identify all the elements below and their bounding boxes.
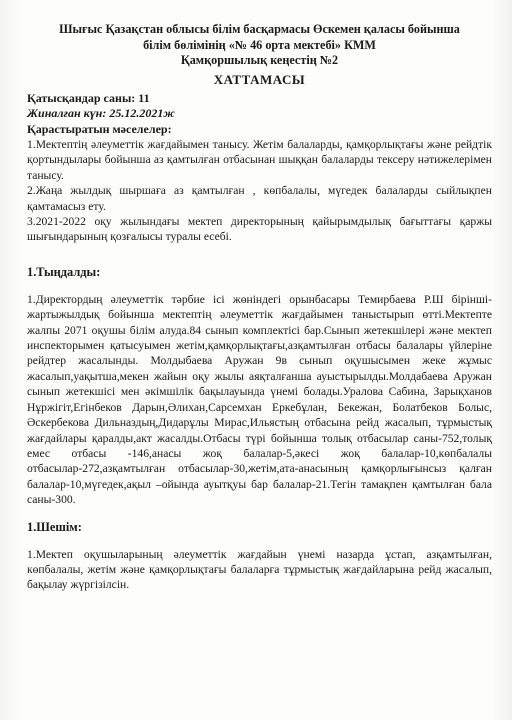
decision-text: 1.Мектеп оқушыларының әлеуметтік жағдайын үнемі назарда ұстап, азқамтылған, көпбалалы, жетім және қамқорлықтағы балаларға тұрмыстық жағдайларына рейд жасалып, бақылау жүргізілсін. [27,547,492,592]
header-line-1: Шығыс Қазақстан облысы білім басқармасы Өскемен қаласы бойынша [59,22,460,36]
spacer [27,245,492,265]
document-title: ХАТТАМАСЫ [213,71,306,87]
agenda-heading: Қарастыратын мәселелер: [27,121,172,136]
header-line-2: білім бөлімінің «№ 46 орта мектебі» КММ [143,37,376,52]
meeting-date: Жиналған күн: 25.12.2021ж [27,106,175,120]
agenda-item-2: 2.Жаңа жылдық шыршаға аз қамтылған , көпбалалы, мүгедек балаларды сыйлықпен қамтамасыз ету. [27,184,492,213]
agenda-item-1: 1.Мектептің әлеуметтік жағдайымен танысу. Жетім балаларды, қамқорлықтағы және рейдтік қортындылары бойынша аз қамтылған отбасынан шыққан балаларды тексеру нәтижелерімен танысу. [27,138,492,182]
spacer [27,280,492,292]
spacer [27,535,492,547]
header-line-3: Қамқоршылық кеңестің №2 [180,53,339,67]
participants-count: Қатысқандар саны: 11 [27,90,150,105]
listened-heading: 1.Тыңдалды: [27,264,101,279]
agenda-item-3: 3.2021-2022 оқу жылындағы мектеп директорының қайырымдылық бағыттағы қаржы шығындарының қозғалысы туралы есебі. [27,215,492,244]
spacer [27,508,492,520]
listened-text: 1.Директордың әлеуметтік тәрбие ісі жөніндегі орынбасары Темирбаева Р.Ш бірінші-жартыжылдық бойынша мектептің әлеуметтік жағдайымен таныстырып өтті.Мектепте жалпы 2071 оқушы білім алуда.84 сынып комплектісі бар.Сынып жетекшілері және мектеп инспекторымен қатысуымен жетім,қамқорлықтағы,азқамтылған отбасы балалары үйлеріне рейдтер жасалынды. Молдыбаева Аружан 9в сынып оқушысымен жеке жұмыс жасалып,уақытша,мекен жайын оқу жылы аяқталғанша ауыстырылды.Молдабаева Аружан сынып жетекшісі мен әкімшілік бақылауында үнемі болады.Уралова Сабина, Зарықханов Нұржігіт,Егінбеков Дарын,Әлихан,Сарсемхан Еркебұлан, Бекежан, Болатбеков Болыс, Әскербекова Дильназдың,Дидарұлы Мирас,Ильястың отбасына рейд жасалып, тұрмыстық жағдайлары қаралды,акт жасалды.Отбасы түрі бойынша толық отбасылар саны-752,толық емес отбасы -146,анасы жоқ балалар-5,әкесі жоқ балалар-10,көпбалалы отбасылар-272,азқамтылған отбасылар-30,жетім,ата-анасының қамқорлығынсыз қалған балалар-10,мүгедек,ақыл –ойында ауытқуы бар балалар-21.Тегін тамақпен қамтылған бала саны-300. [27,292,492,507]
decision-heading: 1.Шешім: [27,519,82,534]
